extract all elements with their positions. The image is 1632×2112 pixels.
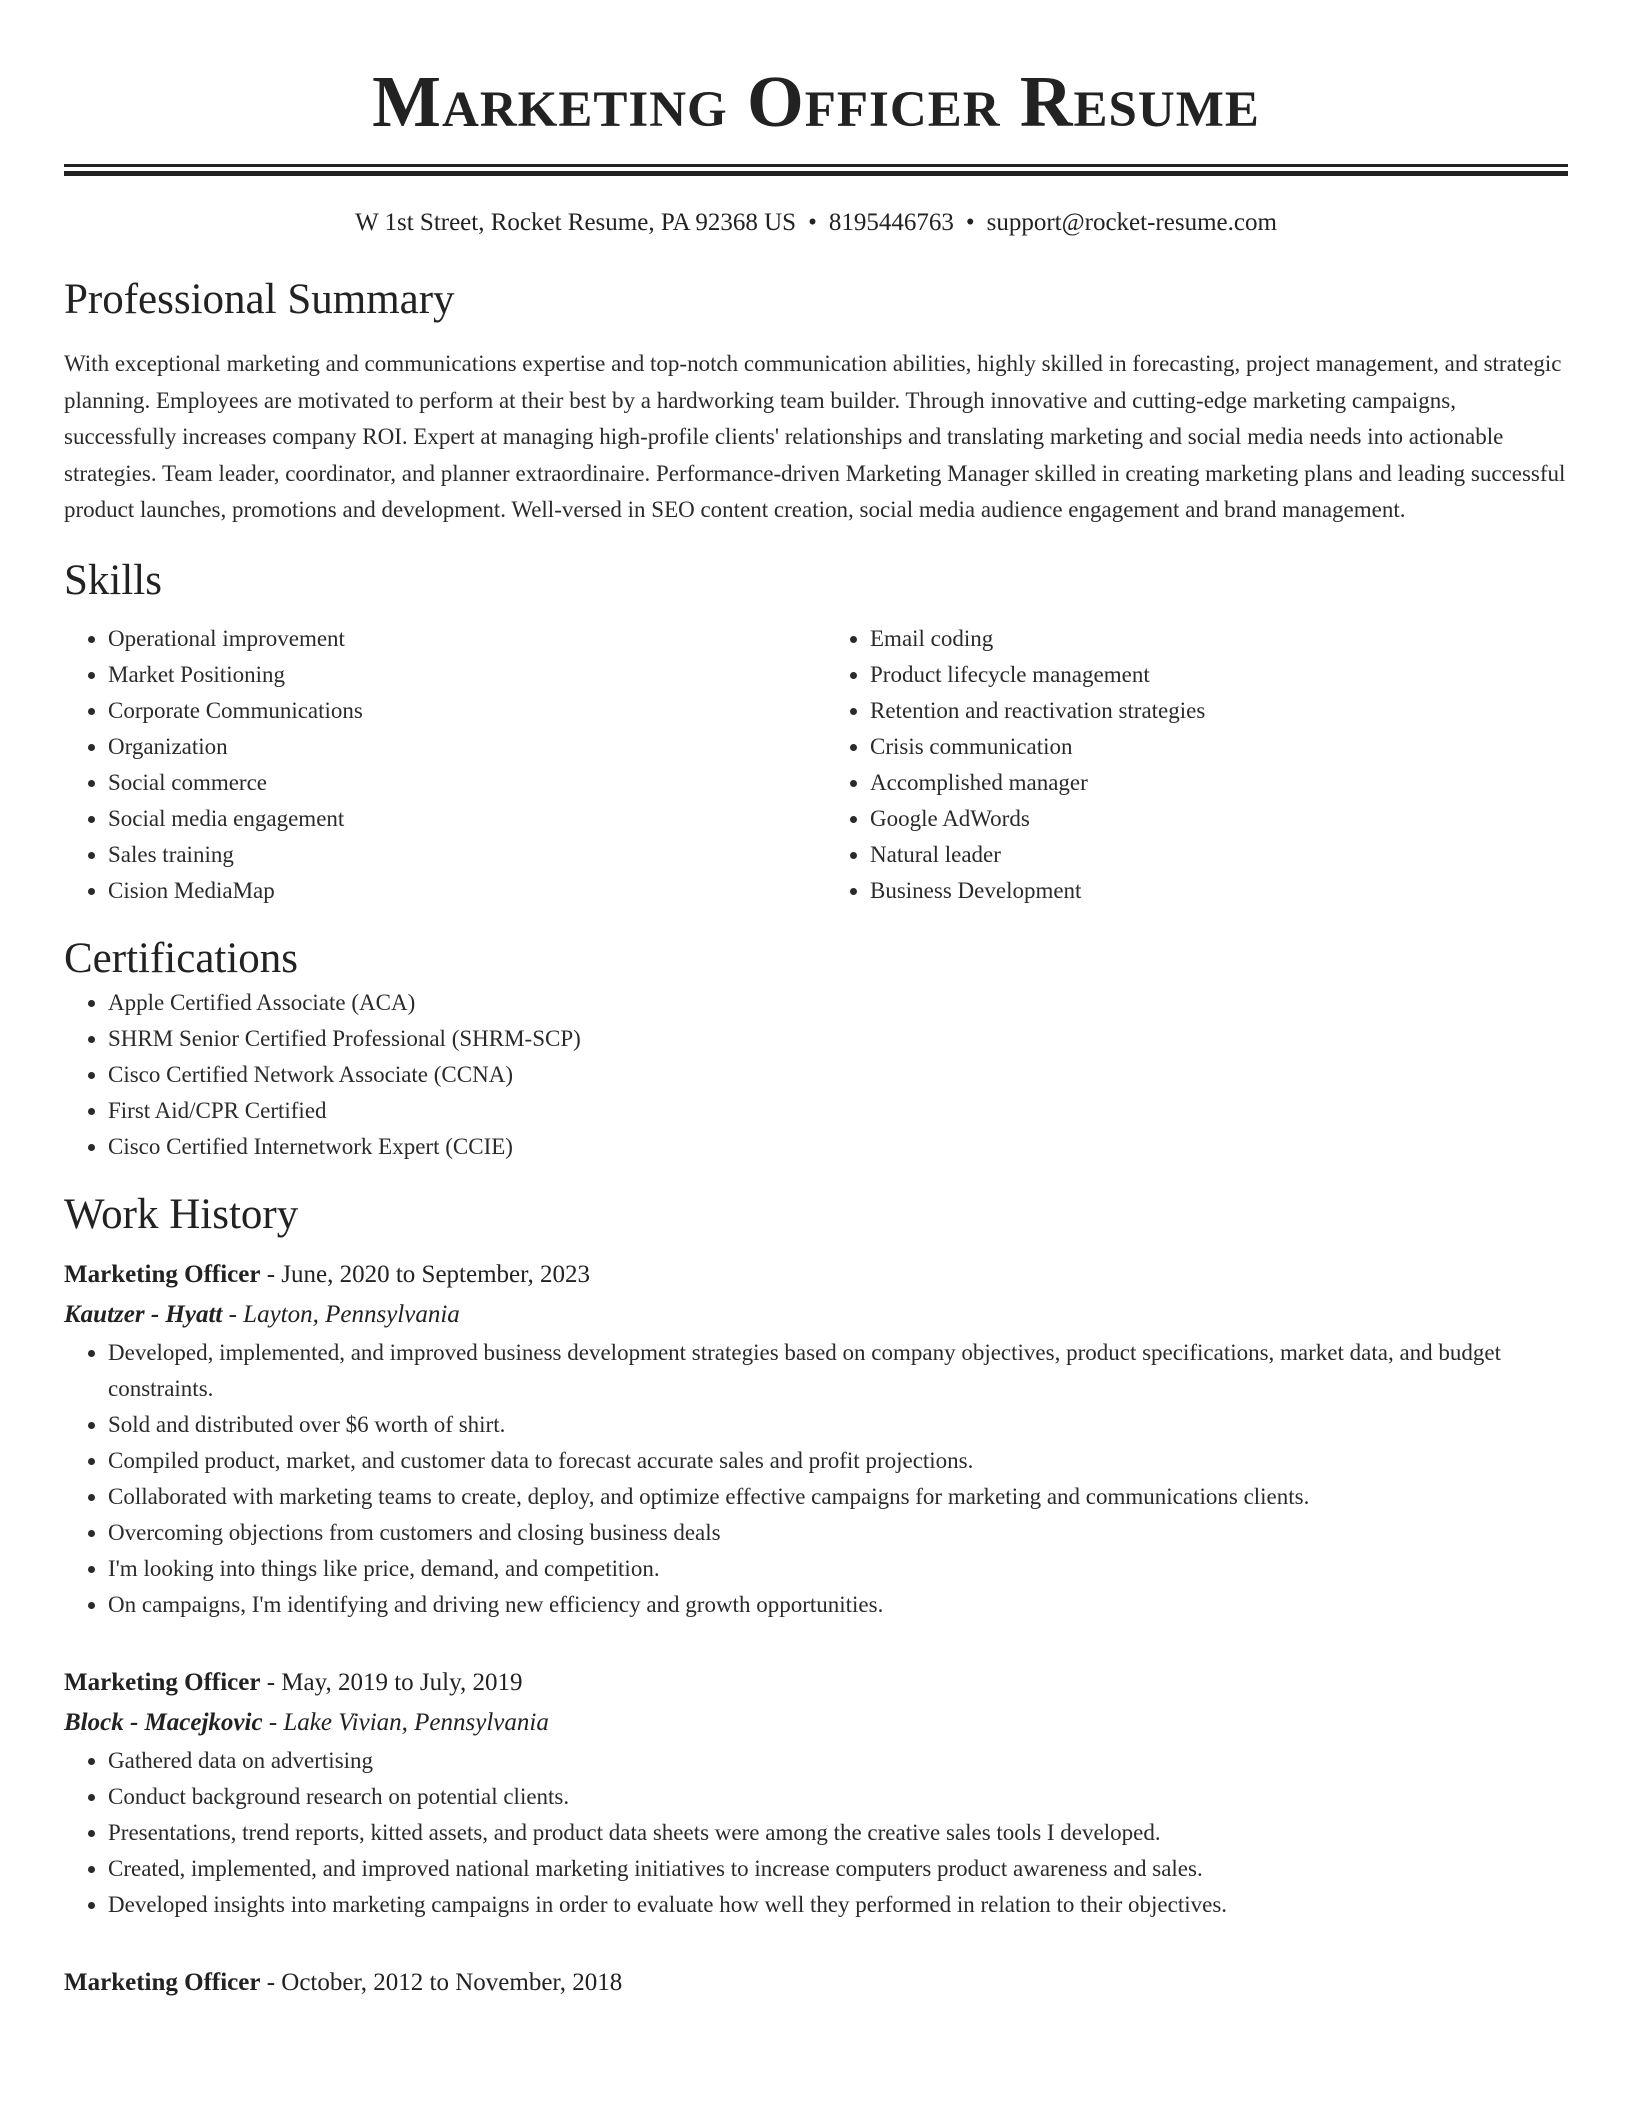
responsibility-item: • Presentations, trend reports, kitted assets, and product data sheets were among the creative sales tools I developed. (108, 1815, 1568, 1851)
certification-item: • SHRM Senior Certified Professional (SHRM-SCP) (108, 1021, 1568, 1057)
job-entry (64, 1255, 1568, 1623)
job-location: - Lake Vivian, Pennsylvania (262, 1708, 549, 1736)
job-title: Marketing Officer (64, 1668, 261, 1696)
responsibility-item: • Conduct background research on potential clients. (108, 1779, 1568, 1815)
skill-item: • Crisis communication (870, 729, 1568, 765)
responsibility-item: • Developed, implemented, and improved business development strategies based on company objectives, product specifications, market data, and budget constraints. (108, 1335, 1568, 1407)
contact-separator: • (808, 209, 817, 236)
job-dates: - October, 2012 to November, 2018 (260, 1968, 623, 1996)
job-title-line (64, 1963, 1568, 2003)
skill-item: • Retention and reactivation strategies (870, 693, 1568, 729)
skill-item: • Cision MediaMap (108, 873, 806, 909)
skill-item: • Corporate Communications (108, 693, 806, 729)
job-dates: - May, 2019 to July, 2019 (260, 1668, 523, 1696)
certification-item: • First Aid/CPR Certified (108, 1093, 1568, 1129)
responsibility-item: • I'm looking into things like price, demand, and competition. (108, 1551, 1568, 1587)
job-entry (64, 1963, 1568, 2003)
job-company: Kautzer - Hyatt (64, 1300, 223, 1328)
job-responsibilities (64, 1743, 1568, 1923)
job-title-line (64, 1255, 1568, 1295)
skills-heading: Skills (64, 556, 162, 604)
responsibility-item: • Overcoming objections from customers and closing business deals (108, 1515, 1568, 1551)
job-title: Marketing Officer (64, 1260, 261, 1288)
job-company: Block - Macejkovic (64, 1708, 263, 1736)
job-location: - Layton, Pennsylvania (222, 1300, 460, 1328)
certifications-list (64, 985, 1568, 1165)
skills-list-left (64, 621, 806, 909)
skill-item: • Sales training (108, 837, 806, 873)
skill-item: • Market Positioning (108, 657, 806, 693)
skill-item: • Social media engagement (108, 801, 806, 837)
responsibility-item: • On campaigns, I'm identifying and driving new efficiency and growth opportunities. (108, 1587, 1568, 1623)
contact-address: W 1st Street, Rocket Resume, PA 92368 US (355, 209, 797, 236)
certification-item: • Cisco Certified Network Associate (CCNA) (108, 1057, 1568, 1093)
certification-item: • Cisco Certified Internetwork Expert (CCIE) (108, 1129, 1568, 1165)
job-company-line (64, 1295, 1568, 1335)
job-title-line (64, 1663, 1568, 1703)
skill-item: • Social commerce (108, 765, 806, 801)
resume-title: Marketing Officer Resume (372, 61, 1260, 142)
contact-email: support@rocket-resume.com (986, 209, 1277, 236)
contact-separator: • (965, 209, 975, 236)
work-history-heading: Work History (64, 1190, 299, 1238)
job-company-line (64, 1703, 1568, 1743)
responsibility-item: • Collaborated with marketing teams to create, deploy, and optimize effective campaigns for marketing and communications clients. (108, 1479, 1568, 1515)
skill-item: • Google AdWords (870, 801, 1568, 837)
skill-item: • Accomplished manager (870, 765, 1568, 801)
summary-heading: Professional Summary (64, 276, 455, 323)
certification-item: • Apple Certified Associate (ACA) (108, 985, 1568, 1021)
responsibility-item: • Created, implemented, and improved national marketing initiatives to increase computers product awareness and sales. (108, 1851, 1568, 1887)
skills-grid (64, 621, 1568, 909)
job-title: Marketing Officer (64, 1968, 261, 1996)
certifications-heading: Certifications (64, 934, 299, 982)
skill-item: • Operational improvement (108, 621, 806, 657)
title-divider (64, 164, 1568, 176)
job-responsibilities (64, 1335, 1568, 1623)
contact-line (64, 206, 1568, 240)
skill-item: • Natural leader (870, 837, 1568, 873)
responsibility-item: • Developed insights into marketing campaigns in order to evaluate how well they performed in relation to their objectives. (108, 1887, 1568, 1923)
skills-list-right (826, 621, 1568, 909)
skill-item: • Email coding (870, 621, 1568, 657)
job-entry (64, 1663, 1568, 1923)
skill-item: • Business Development (870, 873, 1568, 909)
job-dates: - June, 2020 to September, 2023 (260, 1260, 590, 1288)
skill-item: • Product lifecycle management (870, 657, 1568, 693)
summary-text: With exceptional marketing and communications expertise and top-notch communication abilities, highly skilled in forecasting, project management, and strategic planning. Employees are motivated to perform at their best by a hardworking team builder. Through innovative and cutting-edge marketing campaigns, successfully increases company ROI. Expert at managing high-profile clients' relationships and translating marketing and social media needs into actionable strategies. Team leader, coordinator, and planner extraordinaire. Performance-driven Marketing Manager skilled in creating marketing plans and leading successful product launches, promotions and development. Well-versed in SEO content creation, social media audience engagement and brand management. (64, 351, 1566, 523)
responsibility-item: • Gathered data on advertising (108, 1743, 1568, 1779)
responsibility-item: • Compiled product, market, and customer data to forecast accurate sales and profit projections. (108, 1443, 1568, 1479)
contact-phone: 8195446763 (828, 209, 954, 236)
responsibility-item: • Sold and distributed over $6 worth of shirt. (108, 1407, 1568, 1443)
resume-page (64, 0, 1568, 2003)
skill-item: • Organization (108, 729, 806, 765)
